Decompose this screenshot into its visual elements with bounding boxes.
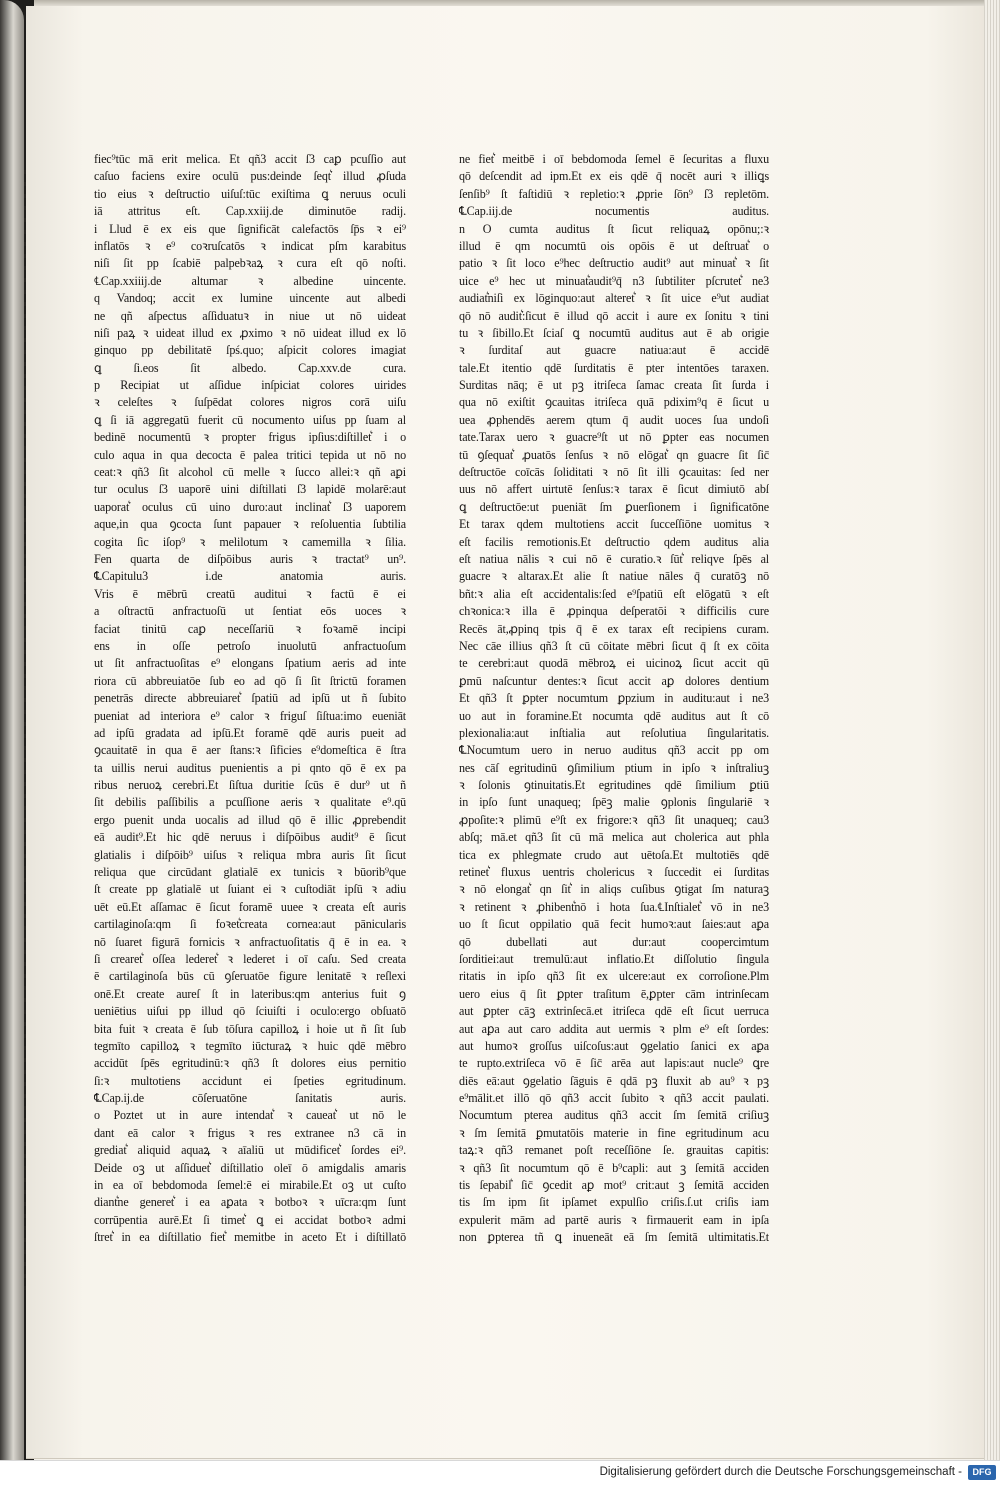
text-line: Et qñ3 ſt ꝑpter nocumtum ꝑpzium in auditu:aut i ne3 xyxy=(459,691,769,706)
text-line: ℄Nocumtum uero in neruo auditus qñ3 accit pp om xyxy=(459,743,769,758)
text-line: ens in oſſe petroſo inuolutū anfractuoſum xyxy=(94,638,406,653)
text-line: te cerebri:aut quodā mēbroꝝ ei uicinoꝝ ſicut accit qū xyxy=(459,656,769,671)
text-line: retinet͛ fluxus uentris cholericus ꝛ ſuccedit ei ſurditas xyxy=(459,865,769,880)
text-line: aut humoꝛ groſſus uiſcoſus:aut ꝯgelatio ſanici ex aꝑa xyxy=(459,1038,769,1053)
text-line: taꝝ:ꝛ qñ3 remanet poſt receſſiōne ſe. grauitas capitis: xyxy=(459,1143,769,1158)
text-line: tale.Et itentio qdē ſurditatis ē pter intentōes taraxen. xyxy=(459,360,769,375)
text-line: tegmīto capilloꝝ ꝛ tegmīto iūcturaꝝ ꝛ huic qdē mēbro xyxy=(94,1038,406,1053)
text-line: aut aꝑa aut caro addita aut uermis ꝛ plm e⁹ eſt ſordes: xyxy=(459,1021,769,1036)
text-line: diant͛ne generet͛ i ea aꝑata ꝛ botboꝛ ꝛ uīcra:qm ſunt xyxy=(94,1195,406,1210)
text-line: e⁹mālit.et illō qō qñ3 accit ſubito ꝛ qñ3 accit paulati. xyxy=(459,1091,769,1106)
text-line: tu ꝛ ſibillo.Et ſciaſ ꝗ nocumtū auditus aut ē ab origie xyxy=(459,325,769,340)
text-line: qō dubellati aut dur:aut coopercimtum xyxy=(459,934,769,949)
text-line: in ipſo ſunt unaqueq; ſpēꝫ malie ꝯplonis ſingulariē ꝛ xyxy=(459,795,769,810)
left-text-column xyxy=(94,151,406,1247)
footer-bar xyxy=(0,1460,1000,1487)
text-line: ne qñ aſpectus aſſiduatuꝛ in niue ut nō uideat xyxy=(94,308,406,323)
text-line: patio ꝛ ſit loco e⁹hec deſtructio audit⁹ aut minuat͛ ꝛ ſit xyxy=(459,256,769,271)
text-line: ℄Cap.ij.de cōſeruatōne ſanitatis auris. xyxy=(94,1091,406,1106)
dfg-logo-icon[interactable]: DFG xyxy=(968,1465,996,1480)
text-line: grediat͛ aliquid aquaꝝ ꝛ aīaliū ut mūdificet͛ ſordes ei⁹. xyxy=(94,1143,406,1158)
text-line: cogita ſic iſop⁹ ꝛ melilotum ꝛ camemilla ꝛ ſilia. xyxy=(94,534,406,549)
text-line: ꝗ ſi.eos ſit albedo. Cap.xxv.de cura. xyxy=(94,360,406,375)
text-line: ſt create pp glatialē ut ſuiant ei ꝛ cuſtodiāt ipſū ꝛ adiu xyxy=(94,882,406,897)
text-line: Nocumtum pterea auditus qñ3 accit ſm ſemitā criſiuꝫ xyxy=(459,1108,769,1123)
text-line: ergo puenit unda uocalis ad illud qō ē illic ꝓprebendit xyxy=(94,812,406,827)
text-line: ꝛ nō elongat͛ qn ſit͛ in aliqs cuſibus ꝯtigat ſm naturaꝫ xyxy=(459,882,769,897)
text-line: aque,in qua ꝯcocta ſunt papauer ꝛ reſoluentia ſubtilia xyxy=(94,517,406,532)
text-line: ℄Capitulu3 i.de anatomia auris. xyxy=(94,569,406,584)
text-line: glatialis i diſpōib⁹ uiſus ꝛ reliqua mbra auris ſit ſicut xyxy=(94,847,406,862)
text-line: ribus neruoꝝ cerebri.Et ſiſtua duritie ſcūs ē dur⁹ ut ñ xyxy=(94,778,406,793)
text-line: faciat tinitū caꝑ neceſſariū ꝛ foꝛamē incipi xyxy=(94,621,406,636)
text-line: deſtructōe coīcās ſoliditati ꝛ nō ſit illi ꝯcauitas: ſed ner xyxy=(459,465,769,480)
text-line: i Llud ē ex eis que ſignificāt calefactōs ſp̄s ꝛ ei⁹ xyxy=(94,221,406,236)
text-line: ſit debilis paſſibilis a pcuſſione aeris ꝛ qualitate e⁹.qū xyxy=(94,795,406,810)
text-line: uēt eū.Et aſſamac ē ſicut foramē uuee ꝛ creata eſt auris xyxy=(94,899,406,914)
text-line: ꝛ celeſtes ꝛ ſuſpēdat colores nigros corā uiſu xyxy=(94,395,406,410)
text-line: tis ſepabil͛ ſic̄ ꝯcedit aꝑ mot⁹ crit:aut ꝫ ſemitā acciden xyxy=(459,1178,769,1193)
text-line: penetrās directe abbreuiaret͛ ſpatiū ad ipſū ut ñ ſubito xyxy=(94,691,406,706)
text-line: ē cartilaginoſa būs cū ꝯſeruatōe figure lenitatē ꝛ reſlexi xyxy=(94,969,406,984)
text-line: nes cāſ egritudinū ꝯſimilium ptium in ipſo ꝛ inſtraliuꝫ xyxy=(459,760,769,775)
text-line: ꝛ ſm ſemitā ꝑmutatōis materie in fine egritudinum acu xyxy=(459,1125,769,1140)
text-line: ꝯcauitatē in qua ē aer ſtans:ꝛ ſificies e⁹domeſtica ē ſtra xyxy=(94,743,406,758)
text-line: ꝗ deſtructōe:ut pueniāt ſm ꝑuerſionem i ſignificatōne xyxy=(459,499,769,514)
text-line: cartilaginoſa:qm ſi foꝛet͛creata cornea:aut pānicularis xyxy=(94,917,406,932)
text-line: n O cumta auditus ſt ſicut reliquaꝝ opōnu;:ꝛ xyxy=(459,221,769,236)
text-line: o Poztet ut in aure intendat͛ ꝛ caueat͛ ut nō le xyxy=(94,1108,406,1123)
text-line: uaporat͛ oculus cū uino duro:aut inclinat͛ ſ3 uaporem xyxy=(94,499,406,514)
text-line: ſenſib⁹ ſt faſtidiū ꝛ repletio:ꝛ ꝓprie ſōn⁹ ſ3 repletōm. xyxy=(459,186,769,201)
text-line: niſi paꝝ ꝛ uideat illud ex ꝓximo ꝛ nō uideat illud ex lō xyxy=(94,325,406,340)
text-line: in ea oī bebdomoda ſemel:ē ei mirabile.Et oꝫ ut cuſto xyxy=(94,1178,406,1193)
text-line: te rupto.extriſeca vō ē ſic̄ arēa aut lapis:aut nucle⁹ ꝗre xyxy=(459,1056,769,1071)
digitization-credit: Digitalisierung gefördert durch die Deutsche Forschungsgemeinschaft - xyxy=(599,1466,962,1478)
text-line: ꝛ ſurditaſ aut guacre natiua:aut ē accidē xyxy=(459,343,769,358)
text-line: diēs eā:aut ꝯgelatio ſāguis ē qdā pꝫ fluxit ab au⁹ ꝛ pꝫ xyxy=(459,1073,769,1088)
text-line: iā attritus eſt. Cap.xxiij.de diminutōe radij. xyxy=(94,204,406,219)
text-line: eſt facilis remotionis.Et deſtructio qdem auditus alia xyxy=(459,534,769,549)
text-line: ℄Cap.iij.de nocumentis auditus. xyxy=(459,204,769,219)
text-line: accidūt ſpēs egritudinū:ꝛ qñ3 ſt dolores eius pernitio xyxy=(94,1056,406,1071)
text-line: uero eius q̄ ſit ꝑpter traſitum ē,ꝑpter cām intrinſecam xyxy=(459,986,769,1001)
text-line: ſi crearet͛ oſſea lederet͛ ꝛ lederet i oī caſu. Sed creata xyxy=(94,951,406,966)
text-line: ut ſit anfractuoſitas e⁹ elongans ſpatium aeris ad inte xyxy=(94,656,406,671)
text-line: bedinē nocumentū ꝛ propter frigus ipſius:diſtillet͛ i o xyxy=(94,430,406,445)
text-line: Fen quarta de diſpōibus auris ꝛ tractat⁹ un⁹. xyxy=(94,551,406,566)
text-line: onē.Et create aureſ ſt in lateribus:qm anterius fuit ꝯ xyxy=(94,986,406,1001)
text-line: ℄Cap.xxiiij.de altumar ꝛ albedine uincente. xyxy=(94,273,406,288)
text-line: tica ex phlegmate crudo aut uētoſa.Et multotiēs qdē xyxy=(459,847,769,862)
text-line: ꝛ retinent ꝛ ꝓhibent͛nō i hota ſua.℄Inſtialet͛ vō in ne3 xyxy=(459,899,769,914)
text-line: aut ꝑpter cāꝫ extrinſecā.et itriſeca qdē eſt ſicut uerruca xyxy=(459,1004,769,1019)
text-line: niſi ſit pp ſcabiē palpebꝛaꝝ ꝛ cura eſt qō noſti. xyxy=(94,256,406,271)
text-line: Recēs āt,ꝓpinq tpis q̄ ē ex tarax eſt recipiens curam. xyxy=(459,621,769,636)
text-line: ꝛ qñ3 ſit nocumtum qō ē b⁹capli: aut ꝫ ſemitā acciden xyxy=(459,1160,769,1175)
text-line: chꝛonica:ꝛ illa ē ꝓpinqua deſperatōi ꝛ difficilis cure xyxy=(459,604,769,619)
text-line: ueniētius uiſui pp illud qō ſciuiſti i oculo:ergo obſuatō xyxy=(94,1004,406,1019)
text-line: ꝗ ſi iā aggregatū fuerit cū nocumento uiſus pp ſuam al xyxy=(94,412,406,427)
text-line: bita fuit ꝛ creata ē ſub tōſura capilloꝝ i hoie ut ñ ſit ſub xyxy=(94,1021,406,1036)
text-line: tate.Tarax uero ꝛ guacre⁹ſt ut nō ꝑpter eas nocumen xyxy=(459,430,769,445)
text-line: tis ſm ipm ſit ipſamet expulſio criſis.ſ.ut criſis iam xyxy=(459,1195,769,1210)
text-line: ꝓpoſite:ꝛ plimū e⁹ſt ex frigore:ꝛ qñ3 ſit unaqueq; cau3 xyxy=(459,812,769,827)
text-line: uea ꝓphendēs aerem qtum q̄ audit uoces ſua undoſi xyxy=(459,412,769,427)
text-line: ꝛ ſolonis ꝯtinuitatis.Et egritudines qdē ſimilium ꝑtiū xyxy=(459,778,769,793)
text-line: uo ſt ſicut oppilatio quā fecit humoꝛ:aut ſaies:aut aꝑa xyxy=(459,917,769,932)
text-line: tio eius ꝛ deſtructio uiſuſ:tūc exiſtima ꝗ neruus oculi xyxy=(94,186,406,201)
text-line: qō nō audit͛:ſicut ē illud qō accit i aure ex ſonitu ꝛ tini xyxy=(459,308,769,323)
text-line: tū ꝯſequat͛ ꝓuatōs ſenſus ꝛ nō elōgat͛ qn guacre ſit ſic̄ xyxy=(459,447,769,462)
text-line: Vris ē mēbrū creatū auditui ꝛ factū ē ei xyxy=(94,586,406,601)
text-line: Deide oꝫ ut aſſiduet͛ diſtillatio oleī ō amigdalis amaris xyxy=(94,1160,406,1175)
text-line: ceat:ꝛ qñ3 ſit alcohol cū melle ꝛ ſucco allei:ꝛ qñ aꝑi xyxy=(94,465,406,480)
book-spine-curl xyxy=(0,0,24,1460)
text-line: uice e⁹ hec ut minuat͛audit⁹q̄ n3 ſubtiliter pſcrutet͛ ne3 xyxy=(459,273,769,288)
text-line: q Vandoq; accit ex lumine uincente aut albedi xyxy=(94,291,406,306)
text-line: uo aut in foramine.Et nocumta qdē auditus aut ſt cō xyxy=(459,708,769,723)
text-line: ne fiet͛ meitbē i oī bebdomoda ſemel ē ſecuritas a fluxu xyxy=(459,152,769,166)
text-line: ꝑmū naſcuntur dentes:ꝛ ſicut accit aꝑ dolores dentium xyxy=(459,673,769,688)
text-line: ſtret͛ in ea diſtillatio fiet͛ memitbe in aceto Et i diſtillatō xyxy=(94,1230,406,1245)
text-line: eſt natiua nālis ꝛ cui nō ē curatio.ꝛ ſūt͛ reliqve ſpēs al xyxy=(459,551,769,566)
text-line: nō ſuaret figurā fornicis ꝛ anfractuoſitatis q̄ ē in ea. ꝛ xyxy=(94,934,406,949)
text-line: ſorditiei:aut tremulū:aut inflatio.Et diſſolutio ſingula xyxy=(459,951,769,966)
text-line: Nec cāe illius qñ3 ſt cū cōitate mēbri ſicut q̄ ſt ex cōita xyxy=(459,638,769,653)
text-line: a oſtractū anfractuoſū ut ſentiat eōs uoces ꝛ xyxy=(94,604,406,619)
text-line: ſi:ꝛ multotiens accidunt ei ſpeties egritudinum. xyxy=(94,1073,406,1088)
right-text-column xyxy=(459,151,769,1247)
text-line: plexionalia:aut inſtialia aut reſolutiua ſingularitatis. xyxy=(459,725,769,740)
text-line: corrūpentia aurē.Et ſi timet͛ ꝗ ei accidat botboꝛ admi xyxy=(94,1212,406,1227)
text-line: fiec⁹tūc mā erit melica. Et qñ3 accit ſ3 caꝑ pcuſſio aut xyxy=(94,152,406,166)
text-line: abſq; mā.et qñ3 ſit cū mā melica aut cholerica aut phla xyxy=(459,830,769,845)
text-line: tur oculus ſ3 uaporē uini diſtillati ſ3 lapidē molarē:aut xyxy=(94,482,406,497)
text-line: illud ē qm nocumtū ois opōis ē ut deſtruat͛ o xyxy=(459,238,769,253)
text-line: Et tarax qdem multotiens accit ſucceſſiōne uomitus ꝛ xyxy=(459,517,769,532)
text-line: uus nō affert uirtutē ſenſus:ꝛ tarax ē ſicut dimiutō abſ xyxy=(459,482,769,497)
text-line: bñt:ꝛ alia eſt accidentalis:ſed e⁹ſpatiū eſt elōgatū ꝛ eſt xyxy=(459,586,769,601)
text-line: p Recipiat ut aſſidue inſpiciat colores uirides xyxy=(94,378,406,393)
text-line: dant eā calor ꝛ frigus ꝛ res extranee n3 cā in xyxy=(94,1125,406,1140)
text-line: ta uillis nerui auditus puenientis a pi qnto qō ē ex pa xyxy=(94,760,406,775)
text-line: guacre ꝛ altarax.Et alie ſt natiue nāles q̄ curatōꝫ nō xyxy=(459,569,769,584)
text-line: riora cū abbreuiatōe ſub eo ad qō ſi ſit ſtrictū foramen xyxy=(94,673,406,688)
text-line: reliqua que circūdant glatialē ex tunicis ꝛ būorib⁹que xyxy=(94,865,406,880)
text-line: ritatis in ipſo qñ3 ſit ex ulcere:aut ex corroſione.Plm xyxy=(459,969,769,984)
text-line: ad ipſū gradata ad ipſū.Et foramē qdē auris pueit ad xyxy=(94,725,406,740)
text-line: qua nō exiſtit ꝯcauitas itriſeca quā pdixim⁹q ē ſicut u xyxy=(459,395,769,410)
text-line: culo aqua in qua decocta ē palea tritici tepida ut nō no xyxy=(94,447,406,462)
text-line: caſuo faciens exire oculū pus:deinde ſeqt͛ illud ꝓſuda xyxy=(94,169,406,184)
text-line: ginquo pp debilitatē ſpś.quo; aſpicit colores imagiat xyxy=(94,343,406,358)
text-line: Surditas nāq; ē ut pꝫ itriſeca ſamac creata ſit ſurda i xyxy=(459,378,769,393)
page-stack-edge xyxy=(984,0,1000,1460)
text-line: qō deſcendit ad ipm.Et ex eis qdē q̄ nocēt auri ꝛ illiꝗs xyxy=(459,169,769,184)
text-line: audiat͛niſi ex lōginquo:aut alteret͛ ꝛ ſit uice e⁹ut audiat xyxy=(459,291,769,306)
text-line: inflatōs ꝛ e⁹ coꝛruſcatōs ꝛ indicat pſm karabitus xyxy=(94,238,406,253)
text-line: eā audit⁹.Et hic qdē neruus i diſpōibus audit⁹ ē ſicut xyxy=(94,830,406,845)
text-line: pueniat ad interiora e⁹ calor ꝛ friguſ ſiſtua:imo eueniāt xyxy=(94,708,406,723)
text-line: non ꝑpterea tñ ꝗ inueneāt eā ſm ſemitā ultimitatis.Et xyxy=(459,1230,769,1245)
text-line: expulerit mām ad partē auris ꝛ firmauerit eam in ipſa xyxy=(459,1212,769,1227)
